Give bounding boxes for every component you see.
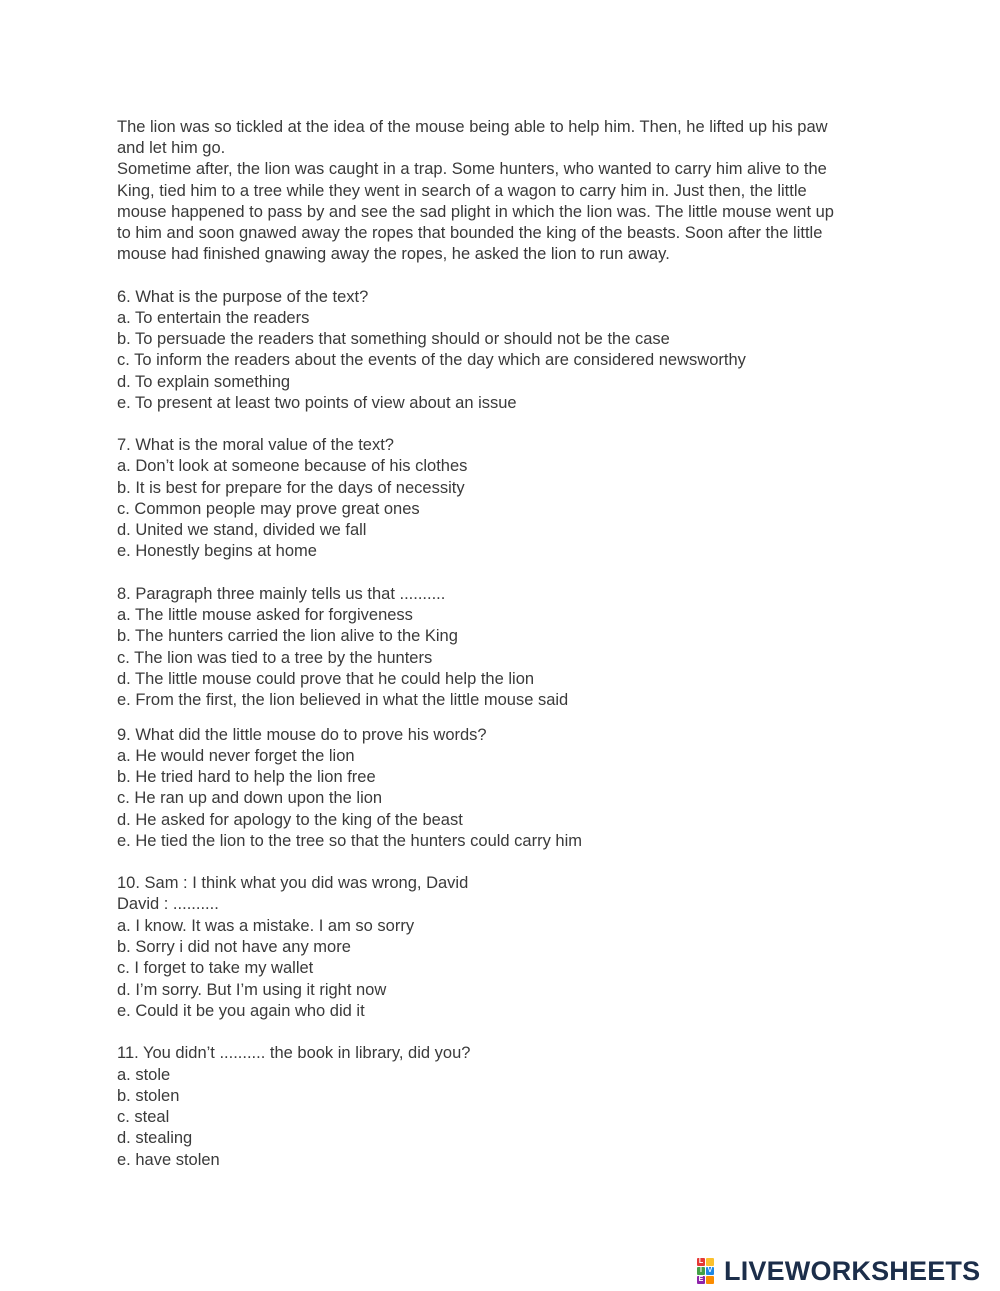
option: d. I’m sorry. But I’m using it right now [117,981,387,999]
option: b. Sorry i did not have any more [117,938,351,956]
liveworksheets-logo-icon [697,1258,721,1284]
passage-line: King, tied him to a tree while they went in search of a wagon to carry him in. Just then, the little [117,182,807,200]
option: b. He tried hard to help the lion free [117,768,376,786]
option: c. He ran up and down upon the lion [117,789,383,807]
question-8: 8. Paragraph three mainly tells us that .......... [117,585,446,603]
option: d. stealing [117,1129,193,1147]
logo-square [706,1258,714,1266]
option: c. To inform the readers about the events of the day which are considered newsworthy [117,351,746,369]
option: d. To explain something [117,373,291,391]
logo-square: L [698,1258,704,1265]
question-6: 6. What is the purpose of the text? [117,288,369,306]
option: b. To persuade the readers that something should or should not be the case [117,330,670,348]
question-9: 9. What did the little mouse do to prove his words? [117,726,487,744]
option: c. Common people may prove great ones [117,500,420,518]
logo-text: LIVEWORKSHEETS [724,1255,981,1286]
question-11: 11. You didn’t .......... the book in library, did you? [117,1044,471,1062]
option: a. He would never forget the lion [117,747,355,765]
passage-line: The lion was so tickled at the idea of the mouse being able to help him. Then, he lifted up his paw [117,118,828,136]
option: b. stolen [117,1087,180,1105]
option: c. steal [117,1108,170,1126]
option: e. have stolen [117,1151,220,1169]
option: e. To present at least two points of view about an issue [117,394,517,412]
option: d. United we stand, divided we fall [117,521,367,539]
option: e. Honestly begins at home [117,542,317,560]
option: a. To entertain the readers [117,309,310,327]
option: a. I know. It was a mistake. I am so sorry [117,917,415,935]
option: e. He tied the lion to the tree so that the hunters could carry him [117,832,583,850]
option: e. Could it be you again who did it [117,1002,365,1020]
passage-line: and let him go. [117,139,226,157]
passage-line: mouse had finished gnawing away the ropes, he asked the lion to run away. [117,245,670,263]
question-7: 7. What is the moral value of the text? [117,436,394,454]
logo-square [706,1276,714,1284]
option: d. He asked for apology to the king of the beast [117,811,463,829]
passage-line: to him and soon gnawed away the ropes that bounded the king of the beasts. Soon after the little [117,224,823,242]
question-10: 10. Sam : I think what you did was wrong, David [117,874,469,892]
option: b. It is best for prepare for the days of necessity [117,479,465,497]
option: b. The hunters carried the lion alive to the King [117,627,458,645]
passage-line: Sometime after, the lion was caught in a trap. Some hunters, who wanted to carry him alive to the [117,160,827,178]
logo-square: I [697,1267,705,1275]
option: d. The little mouse could prove that he could help the lion [117,670,535,688]
liveworksheets-logo [697,1256,980,1286]
logo-square: V [707,1267,713,1274]
passage-line: mouse happened to pass by and see the sad plight in which the lion was. The little mouse went up [117,203,834,221]
option: c. The lion was tied to a tree by the hunters [117,649,433,667]
logo-square: E [698,1276,704,1283]
option: c. I forget to take my wallet [117,959,314,977]
option: a. The little mouse asked for forgiveness [117,606,413,624]
option: a. stole [117,1066,171,1084]
option: a. Don’t look at someone because of his clothes [117,457,468,475]
question-10-line2: David : .......... [117,895,219,913]
option: e. From the first, the lion believed in what the little mouse said [117,691,569,709]
